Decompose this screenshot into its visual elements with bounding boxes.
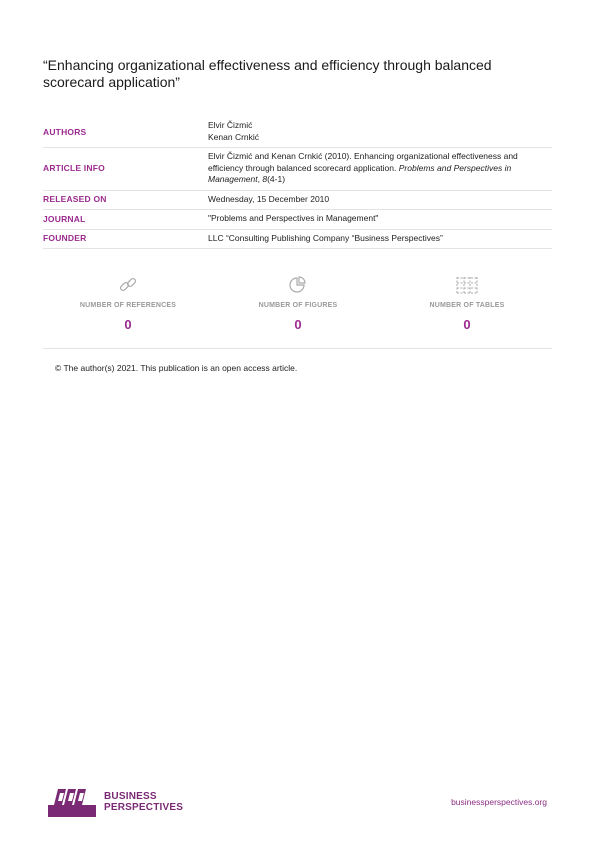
article-info-row bbox=[43, 148, 552, 191]
author-name[interactable]: Kenan Crnkić bbox=[208, 131, 260, 142]
logo-line-1: BUSINESS bbox=[104, 791, 157, 802]
logo-line-2: PERSPECTIVES bbox=[104, 802, 184, 813]
publisher-website-link[interactable]: businessperspectives.org bbox=[451, 797, 547, 807]
tables-count: 0 bbox=[463, 317, 471, 332]
citation-text: Elvir Čizmić and Kenan Crnkić (2010). Enhancing organizational effectiveness and efficiency through balanced scorecard application. bbox=[208, 151, 518, 173]
article-metadata bbox=[43, 117, 552, 249]
publisher-logo-mark-icon bbox=[48, 787, 96, 817]
copyright-notice: © The author(s) 2021. This publication is an open access article. bbox=[55, 363, 298, 373]
journal-row bbox=[43, 210, 552, 230]
journal-label: JOURNAL bbox=[43, 213, 86, 224]
citation-issue: (4-1) bbox=[267, 174, 286, 184]
references-stat bbox=[43, 270, 213, 332]
table-icon bbox=[382, 270, 552, 300]
released-row bbox=[43, 191, 552, 211]
author-name[interactable]: Elvir Čizmić bbox=[208, 120, 253, 130]
released-label: RELEASED ON bbox=[43, 194, 107, 205]
journal-value[interactable]: "Problems and Perspectives in Management" bbox=[208, 213, 379, 223]
authors-label: AUTHORS bbox=[43, 126, 87, 137]
authors-row bbox=[43, 117, 552, 148]
link-icon bbox=[43, 270, 213, 300]
founder-label: FOUNDER bbox=[43, 233, 87, 244]
tables-stat bbox=[382, 270, 552, 332]
publisher-logo[interactable] bbox=[48, 787, 183, 817]
references-count: 0 bbox=[124, 317, 132, 332]
pie-chart-icon bbox=[213, 270, 383, 300]
citation-journal: Problems and Perspectives in Management bbox=[208, 162, 512, 184]
released-value: Wednesday, 15 December 2010 bbox=[208, 193, 330, 204]
figures-stat bbox=[213, 270, 383, 332]
article-title: “Enhancing organizational effectiveness and efficiency through balanced scorecard application” bbox=[43, 57, 492, 90]
authors-value bbox=[208, 120, 552, 143]
founder-row bbox=[43, 230, 552, 250]
references-label: NUMBER OF REFERENCES bbox=[79, 302, 177, 309]
figures-count: 0 bbox=[294, 317, 302, 332]
citation-volume: 8 bbox=[262, 174, 268, 184]
article-info-label: ARTICLE INFO bbox=[43, 163, 105, 174]
article-stats bbox=[43, 270, 552, 349]
publisher-logo-text bbox=[104, 791, 183, 813]
founder-value: LLC “Consulting Publishing Company “Business Perspectives” bbox=[208, 232, 443, 243]
tables-label: NUMBER OF TABLES bbox=[429, 302, 505, 309]
figures-label: NUMBER OF FIGURES bbox=[258, 302, 338, 309]
article-info-value: Elvir Čizmić and Kenan Crnkić (2010). Enhancing organizational effectiveness and efficiency through balanced scorecard application. Problems and Perspectives in Management, 8(4-1) bbox=[208, 151, 518, 184]
